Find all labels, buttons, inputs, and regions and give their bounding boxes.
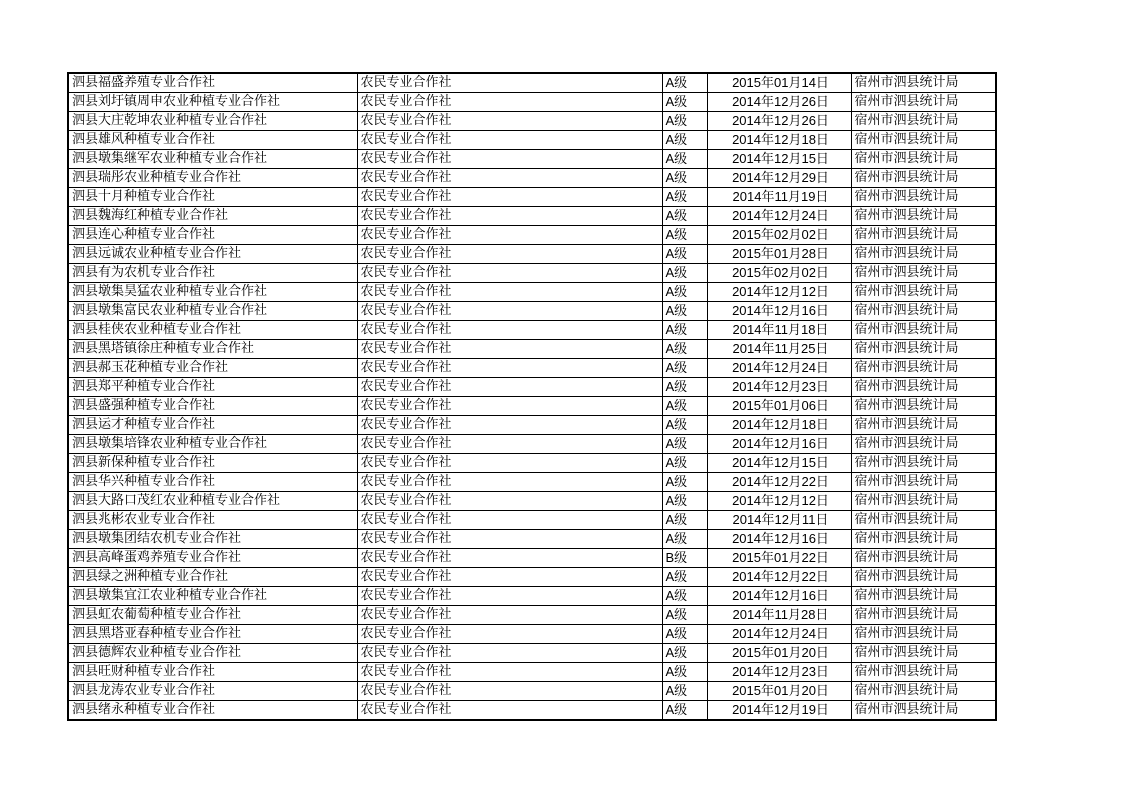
cell-cooperative-name: 泗县旺财种植专业合作社 <box>68 663 357 682</box>
cell-rating-agency: 宿州市泗县统计局 <box>851 606 996 625</box>
cell-entity-type: 农民专业合作社 <box>357 663 662 682</box>
table-row <box>68 397 996 416</box>
cell-rating-agency: 宿州市泗县统计局 <box>851 682 996 701</box>
cell-rating-agency: 宿州市泗县统计局 <box>851 492 996 511</box>
cell-cooperative-name: 泗县德辉农业种植专业合作社 <box>68 644 357 663</box>
cell-rating-date: 2014年12月16日 <box>707 302 851 321</box>
cell-grade: A级 <box>662 188 707 207</box>
cell-rating-agency: 宿州市泗县统计局 <box>851 207 996 226</box>
cell-cooperative-name: 泗县桂侠农业种植专业合作社 <box>68 321 357 340</box>
cell-rating-agency: 宿州市泗县统计局 <box>851 435 996 454</box>
cell-cooperative-name: 泗县福盛养殖专业合作社 <box>68 73 357 93</box>
cell-cooperative-name: 泗县墩集宜江农业种植专业合作社 <box>68 587 357 606</box>
cell-rating-agency: 宿州市泗县统计局 <box>851 150 996 169</box>
cell-grade: A级 <box>662 378 707 397</box>
cell-entity-type: 农民专业合作社 <box>357 606 662 625</box>
cell-rating-agency: 宿州市泗县统计局 <box>851 397 996 416</box>
table-row <box>68 131 996 150</box>
cell-rating-agency: 宿州市泗县统计局 <box>851 568 996 587</box>
cell-entity-type: 农民专业合作社 <box>357 112 662 131</box>
table-row <box>68 207 996 226</box>
cell-cooperative-name: 泗县虹农葡萄种植专业合作社 <box>68 606 357 625</box>
cell-grade: A级 <box>662 207 707 226</box>
cell-grade: A级 <box>662 302 707 321</box>
cell-rating-agency: 宿州市泗县统计局 <box>851 644 996 663</box>
cell-grade: A级 <box>662 226 707 245</box>
cell-rating-date: 2014年12月24日 <box>707 207 851 226</box>
cell-cooperative-name: 泗县瑞彤农业种植专业合作社 <box>68 169 357 188</box>
cell-entity-type: 农民专业合作社 <box>357 701 662 721</box>
cell-rating-date: 2014年12月15日 <box>707 454 851 473</box>
cell-grade: A级 <box>662 169 707 188</box>
cell-rating-date: 2014年12月19日 <box>707 701 851 721</box>
cell-rating-date: 2014年12月18日 <box>707 131 851 150</box>
cell-rating-date: 2014年12月16日 <box>707 435 851 454</box>
cell-grade: A级 <box>662 625 707 644</box>
table-row <box>68 283 996 302</box>
cell-rating-agency: 宿州市泗县统计局 <box>851 340 996 359</box>
cell-grade: A级 <box>662 454 707 473</box>
cell-rating-agency: 宿州市泗县统计局 <box>851 454 996 473</box>
table-row <box>68 112 996 131</box>
cell-entity-type: 农民专业合作社 <box>357 188 662 207</box>
table-row <box>68 606 996 625</box>
cell-rating-agency: 宿州市泗县统计局 <box>851 302 996 321</box>
cell-rating-date: 2014年11月25日 <box>707 340 851 359</box>
cell-grade: B级 <box>662 549 707 568</box>
cell-grade: A级 <box>662 397 707 416</box>
cell-rating-date: 2015年02月02日 <box>707 264 851 283</box>
cell-rating-date: 2015年01月22日 <box>707 549 851 568</box>
cell-rating-date: 2014年12月26日 <box>707 112 851 131</box>
table-row <box>68 663 996 682</box>
cell-rating-date: 2015年01月20日 <box>707 682 851 701</box>
table-row <box>68 435 996 454</box>
cell-rating-date: 2015年01月28日 <box>707 245 851 264</box>
cell-cooperative-name: 泗县绪永种植专业合作社 <box>68 701 357 721</box>
cell-cooperative-name: 泗县新保种植专业合作社 <box>68 454 357 473</box>
cell-cooperative-name: 泗县墩集富民农业种植专业合作社 <box>68 302 357 321</box>
cell-rating-date: 2014年12月15日 <box>707 150 851 169</box>
cell-entity-type: 农民专业合作社 <box>357 321 662 340</box>
cell-entity-type: 农民专业合作社 <box>357 378 662 397</box>
cell-entity-type: 农民专业合作社 <box>357 283 662 302</box>
cell-grade: A级 <box>662 340 707 359</box>
cell-rating-date: 2014年12月12日 <box>707 492 851 511</box>
table-row <box>68 188 996 207</box>
cell-grade: A级 <box>662 701 707 721</box>
cell-rating-date: 2014年11月19日 <box>707 188 851 207</box>
table-row <box>68 625 996 644</box>
cell-grade: A级 <box>662 435 707 454</box>
cell-cooperative-name: 泗县运才种植专业合作社 <box>68 416 357 435</box>
cell-rating-date: 2014年12月16日 <box>707 587 851 606</box>
cell-grade: A级 <box>662 606 707 625</box>
cell-grade: A级 <box>662 511 707 530</box>
cell-cooperative-name: 泗县墩集继军农业种植专业合作社 <box>68 150 357 169</box>
cell-grade: A级 <box>662 416 707 435</box>
cell-rating-agency: 宿州市泗县统计局 <box>851 264 996 283</box>
table-row <box>68 73 996 93</box>
table-row <box>68 644 996 663</box>
cell-entity-type: 农民专业合作社 <box>357 359 662 378</box>
cell-cooperative-name: 泗县高峰蛋鸡养殖专业合作社 <box>68 549 357 568</box>
table-row <box>68 549 996 568</box>
cell-rating-date: 2014年12月16日 <box>707 530 851 549</box>
table-row <box>68 682 996 701</box>
cooperative-rating-table <box>67 72 997 721</box>
cell-rating-agency: 宿州市泗县统计局 <box>851 625 996 644</box>
cell-cooperative-name: 泗县黑塔亚春种植专业合作社 <box>68 625 357 644</box>
cell-rating-agency: 宿州市泗县统计局 <box>851 188 996 207</box>
table-row <box>68 169 996 188</box>
cell-rating-agency: 宿州市泗县统计局 <box>851 663 996 682</box>
cell-rating-agency: 宿州市泗县统计局 <box>851 530 996 549</box>
table-row <box>68 321 996 340</box>
cell-grade: A级 <box>662 473 707 492</box>
table-body <box>68 73 996 720</box>
cell-rating-agency: 宿州市泗县统计局 <box>851 549 996 568</box>
cell-grade: A级 <box>662 492 707 511</box>
cell-grade: A级 <box>662 359 707 378</box>
cell-cooperative-name: 泗县雄风种植专业合作社 <box>68 131 357 150</box>
cell-rating-date: 2014年12月23日 <box>707 378 851 397</box>
cell-cooperative-name: 泗县大路口茂红农业种植专业合作社 <box>68 492 357 511</box>
cell-rating-agency: 宿州市泗县统计局 <box>851 169 996 188</box>
cell-entity-type: 农民专业合作社 <box>357 150 662 169</box>
cell-grade: A级 <box>662 150 707 169</box>
table-row <box>68 264 996 283</box>
cell-entity-type: 农民专业合作社 <box>357 454 662 473</box>
cell-entity-type: 农民专业合作社 <box>357 340 662 359</box>
cell-entity-type: 农民专业合作社 <box>357 397 662 416</box>
cell-rating-date: 2014年11月28日 <box>707 606 851 625</box>
cell-rating-agency: 宿州市泗县统计局 <box>851 226 996 245</box>
table-row <box>68 359 996 378</box>
cell-rating-date: 2014年12月24日 <box>707 359 851 378</box>
cell-rating-agency: 宿州市泗县统计局 <box>851 378 996 397</box>
cell-cooperative-name: 泗县墩集团结农机专业合作社 <box>68 530 357 549</box>
cell-entity-type: 农民专业合作社 <box>357 587 662 606</box>
table-row <box>68 701 996 721</box>
cell-grade: A级 <box>662 131 707 150</box>
cell-rating-agency: 宿州市泗县统计局 <box>851 73 996 93</box>
cell-grade: A级 <box>662 568 707 587</box>
table-row <box>68 340 996 359</box>
cell-entity-type: 农民专业合作社 <box>357 644 662 663</box>
cell-entity-type: 农民专业合作社 <box>357 568 662 587</box>
cell-grade: A级 <box>662 644 707 663</box>
cell-cooperative-name: 泗县大庄乾坤农业种植专业合作社 <box>68 112 357 131</box>
cell-entity-type: 农民专业合作社 <box>357 264 662 283</box>
cell-entity-type: 农民专业合作社 <box>357 682 662 701</box>
cell-rating-agency: 宿州市泗县统计局 <box>851 473 996 492</box>
cell-rating-agency: 宿州市泗县统计局 <box>851 321 996 340</box>
cell-entity-type: 农民专业合作社 <box>357 530 662 549</box>
cell-rating-date: 2014年12月24日 <box>707 625 851 644</box>
cell-rating-date: 2014年12月22日 <box>707 473 851 492</box>
cell-grade: A级 <box>662 663 707 682</box>
cell-cooperative-name: 泗县龙涛农业专业合作社 <box>68 682 357 701</box>
cell-rating-agency: 宿州市泗县统计局 <box>851 245 996 264</box>
cell-entity-type: 农民专业合作社 <box>357 207 662 226</box>
cell-entity-type: 农民专业合作社 <box>357 473 662 492</box>
table-row <box>68 492 996 511</box>
cell-entity-type: 农民专业合作社 <box>357 302 662 321</box>
cell-entity-type: 农民专业合作社 <box>357 492 662 511</box>
cell-entity-type: 农民专业合作社 <box>357 131 662 150</box>
cell-grade: A级 <box>662 587 707 606</box>
cell-rating-date: 2014年12月26日 <box>707 93 851 112</box>
cell-cooperative-name: 泗县十月种植专业合作社 <box>68 188 357 207</box>
table-row <box>68 378 996 397</box>
table-row <box>68 416 996 435</box>
cell-rating-agency: 宿州市泗县统计局 <box>851 93 996 112</box>
table-row <box>68 568 996 587</box>
cell-rating-date: 2014年12月29日 <box>707 169 851 188</box>
cell-entity-type: 农民专业合作社 <box>357 226 662 245</box>
cell-grade: A级 <box>662 264 707 283</box>
cell-cooperative-name: 泗县郑平种植专业合作社 <box>68 378 357 397</box>
cell-rating-agency: 宿州市泗县统计局 <box>851 359 996 378</box>
cell-rating-agency: 宿州市泗县统计局 <box>851 131 996 150</box>
table-row <box>68 473 996 492</box>
cell-rating-date: 2015年02月02日 <box>707 226 851 245</box>
cell-grade: A级 <box>662 530 707 549</box>
cell-cooperative-name: 泗县盛强种植专业合作社 <box>68 397 357 416</box>
cell-grade: A级 <box>662 112 707 131</box>
cell-rating-date: 2014年12月23日 <box>707 663 851 682</box>
table-row <box>68 150 996 169</box>
cell-cooperative-name: 泗县远诚农业种植专业合作社 <box>68 245 357 264</box>
cell-rating-agency: 宿州市泗县统计局 <box>851 112 996 131</box>
table-row <box>68 93 996 112</box>
table-row <box>68 454 996 473</box>
cell-grade: A级 <box>662 93 707 112</box>
cell-cooperative-name: 泗县绿之洲种植专业合作社 <box>68 568 357 587</box>
cell-entity-type: 农民专业合作社 <box>357 169 662 188</box>
cell-entity-type: 农民专业合作社 <box>357 73 662 93</box>
cell-entity-type: 农民专业合作社 <box>357 245 662 264</box>
cell-rating-date: 2015年01月06日 <box>707 397 851 416</box>
cell-entity-type: 农民专业合作社 <box>357 435 662 454</box>
table-row <box>68 511 996 530</box>
cell-rating-agency: 宿州市泗县统计局 <box>851 511 996 530</box>
cell-rating-agency: 宿州市泗县统计局 <box>851 701 996 721</box>
cell-rating-date: 2015年01月20日 <box>707 644 851 663</box>
cell-cooperative-name: 泗县墩集培锋农业种植专业合作社 <box>68 435 357 454</box>
cell-cooperative-name: 泗县郝玉花种植专业合作社 <box>68 359 357 378</box>
table-row <box>68 587 996 606</box>
cell-grade: A级 <box>662 682 707 701</box>
cell-rating-agency: 宿州市泗县统计局 <box>851 416 996 435</box>
table-row <box>68 530 996 549</box>
cell-cooperative-name: 泗县连心种植专业合作社 <box>68 226 357 245</box>
cell-grade: A级 <box>662 73 707 93</box>
cell-entity-type: 农民专业合作社 <box>357 416 662 435</box>
table-row <box>68 302 996 321</box>
cell-cooperative-name: 泗县有为农机专业合作社 <box>68 264 357 283</box>
cell-grade: A级 <box>662 321 707 340</box>
cell-cooperative-name: 泗县黑塔镇徐庄种植专业合作社 <box>68 340 357 359</box>
cell-rating-date: 2014年12月12日 <box>707 283 851 302</box>
cell-entity-type: 农民专业合作社 <box>357 625 662 644</box>
cell-entity-type: 农民专业合作社 <box>357 511 662 530</box>
cell-rating-agency: 宿州市泗县统计局 <box>851 587 996 606</box>
cell-cooperative-name: 泗县墩集昊猛农业种植专业合作社 <box>68 283 357 302</box>
cell-cooperative-name: 泗县华兴种植专业合作社 <box>68 473 357 492</box>
cell-rating-date: 2015年01月14日 <box>707 73 851 93</box>
cell-entity-type: 农民专业合作社 <box>357 549 662 568</box>
cell-entity-type: 农民专业合作社 <box>357 93 662 112</box>
cell-rating-date: 2014年11月18日 <box>707 321 851 340</box>
cell-rating-agency: 宿州市泗县统计局 <box>851 283 996 302</box>
cell-grade: A级 <box>662 245 707 264</box>
table-row <box>68 245 996 264</box>
cell-grade: A级 <box>662 283 707 302</box>
cell-cooperative-name: 泗县魏海红种植专业合作社 <box>68 207 357 226</box>
cell-cooperative-name: 泗县兆彬农业专业合作社 <box>68 511 357 530</box>
table-row <box>68 226 996 245</box>
cell-rating-date: 2014年12月11日 <box>707 511 851 530</box>
cell-cooperative-name: 泗县刘圩镇周申农业种植专业合作社 <box>68 93 357 112</box>
cell-rating-date: 2014年12月22日 <box>707 568 851 587</box>
cell-rating-date: 2014年12月18日 <box>707 416 851 435</box>
